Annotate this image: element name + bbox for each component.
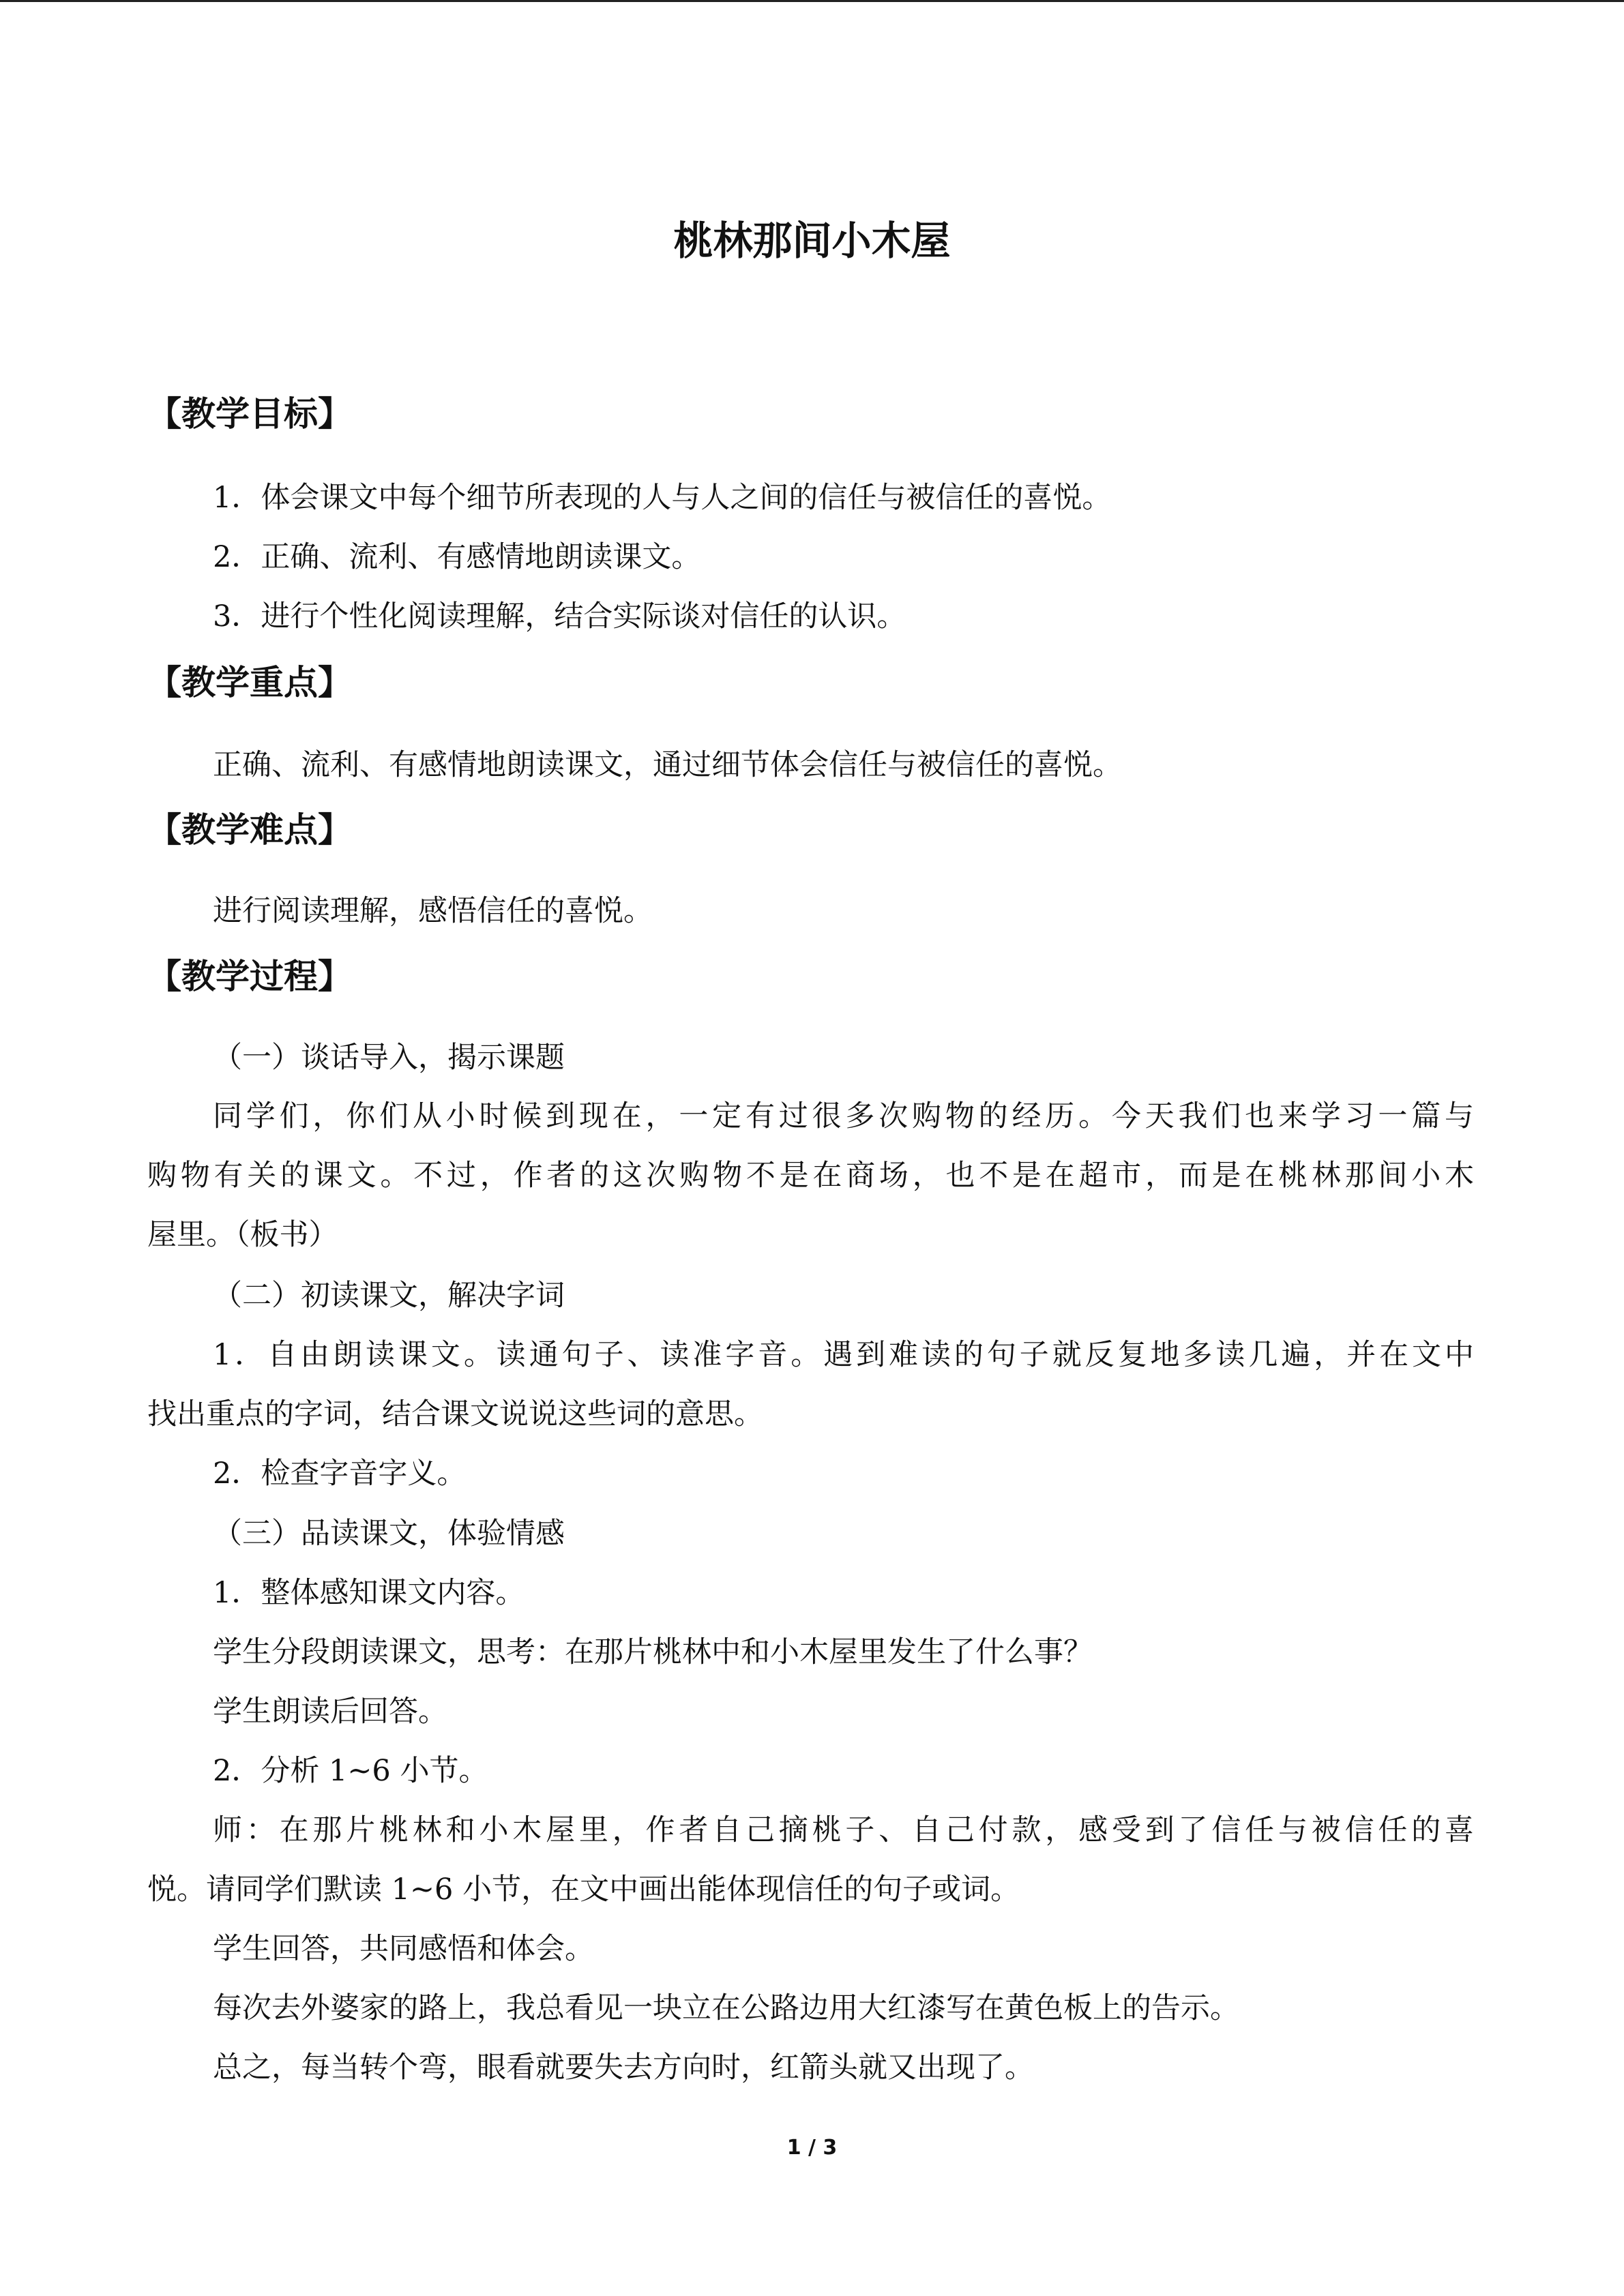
- process-paragraph-line: 总之，每当转个弯，眼看就要失去方向时，红箭头就又出现了。: [213, 2051, 1034, 2085]
- focus-text: 正确、流利、有感情地朗读课文，通过细节体会信任与被信任的喜悦。: [213, 748, 1122, 782]
- process-subheading-1: （一）谈话导入，揭示课题: [213, 1041, 565, 1075]
- process-paragraph-line: 屋里。（板书）: [147, 1218, 338, 1252]
- process-paragraph-line: 找出重点的字词，结合课文说说这些词的意思。: [147, 1397, 763, 1431]
- heading-teaching-process: 【教学过程】: [147, 957, 352, 996]
- goal-item-2: 2．正确、流利、有感情地朗读课文。: [213, 540, 701, 574]
- process-paragraph-line: 每次去外婆家的路上，我总看见一块立在公路边用大红漆写在黄色板上的告示。: [213, 1991, 1239, 2025]
- difficulty-text: 进行阅读理解，感悟信任的喜悦。: [213, 894, 653, 928]
- process-paragraph-line: 学生朗读后回答。: [213, 1695, 447, 1729]
- goal-item-3: 3．进行个性化阅读理解，结合实际谈对信任的认识。: [213, 599, 906, 633]
- process-subheading-3: （三）品读课文，体验情感: [213, 1517, 565, 1551]
- heading-teaching-goals: 【教学目标】: [147, 394, 352, 434]
- process-paragraph-line: 学生回答，共同感悟和体会。: [213, 1932, 594, 1966]
- document-title: 桃林那间小木屋: [673, 218, 951, 264]
- process-paragraph-line: 同学们，你们从小时候到现在，一定有过很多次购物的经历。今天我们也来学习一篇与: [213, 1099, 1474, 1133]
- process-subheading-2: （二）初读课文，解决字词: [213, 1279, 565, 1313]
- heading-teaching-focus: 【教学重点】: [147, 663, 352, 702]
- process-paragraph-line: 2．检查字音字义。: [213, 1457, 467, 1491]
- heading-teaching-difficulty: 【教学难点】: [147, 810, 352, 850]
- process-paragraph-line: 师：在那片桃林和小木屋里，作者自己摘桃子、自己付款，感受到了信任与被信任的喜: [213, 1813, 1474, 1847]
- process-paragraph-line: 购物有关的课文。不过，作者的这次购物不是在商场，也不是在超市，而是在桃林那间小木: [147, 1159, 1474, 1193]
- process-paragraph-line: 2．分析 1~6 小节。: [213, 1754, 488, 1788]
- goal-item-1: 1．体会课文中每个细节所表现的人与人之间的信任与被信任的喜悦。: [213, 481, 1112, 515]
- process-paragraph-line: 悦。请同学们默读 1~6 小节，在文中画出能体现信任的句子或词。: [147, 1873, 1020, 1907]
- page-number: 1 / 3: [786, 2136, 838, 2160]
- process-paragraph-line: 学生分段朗读课文，思考：在那片桃林中和小木屋里发生了什么事？: [213, 1635, 1093, 1669]
- process-paragraph-line: 1．自由朗读课文。读通句子、读准字音。遇到难读的句子就反复地多读几遍，并在文中: [213, 1338, 1474, 1372]
- process-paragraph-line: 1．整体感知课文内容。: [213, 1576, 525, 1610]
